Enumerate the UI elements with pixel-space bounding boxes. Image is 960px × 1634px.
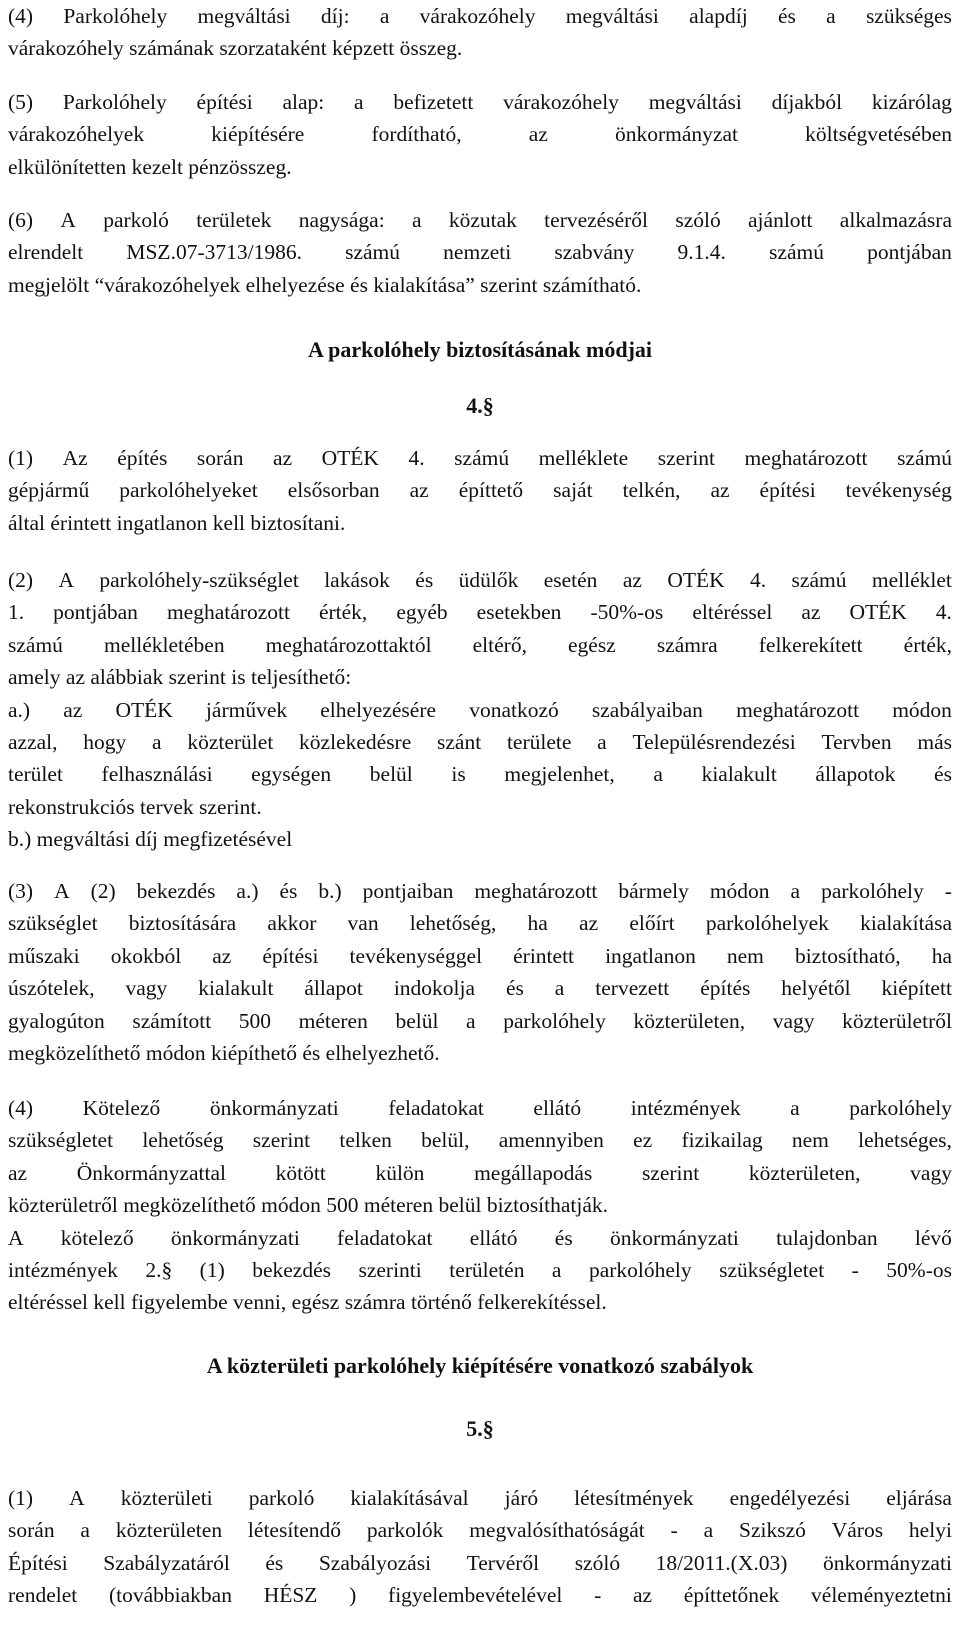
text-line: (1) Az építés során az OTÉK 4. számú melléklete szerint meghatározott számú: [8, 446, 952, 470]
text-line: az Önkormányzattal kötött külön megállapodás szerint közterületen, vagy: [8, 1160, 952, 1185]
text-line: (2) A parkolóhely-szükséglet lakások és üdülők esetén az OTÉK 4. számú melléklet: [8, 568, 952, 592]
section-number: 4.§: [466, 393, 494, 418]
section-number: 5.§: [466, 1416, 494, 1441]
text-line: (3) A (2) bekezdés a.) és b.) pontjaiban meghatározott bármely módon a parkolóhely -: [8, 879, 952, 903]
paragraph-s4-2: [8, 564, 952, 856]
paragraph-s4-4: [8, 1092, 952, 1319]
text-line: b.) megváltási díj megfizetésével: [8, 827, 293, 852]
text-line: során a közterületen létesítendő parkolók megvalósíthatóságát - a Szikszó Város helyi: [8, 1518, 952, 1543]
text-line: rekonstrukciós tervek szerint.: [8, 794, 262, 819]
text-line: a.) az OTÉK járművek elhelyezésére vonatkozó szabályaiban meghatározott módon: [8, 697, 952, 722]
text-line: közterületről megközelíthető módon 500 méteren belül biztosíthatják.: [8, 1193, 609, 1218]
text-line: gyalogúton számított 500 méteren belül a parkolóhely közterületen, vagy közterületről: [8, 1008, 952, 1033]
paragraph-s5-1: [8, 1482, 952, 1612]
text-line: számú mellékletében meghatározottaktól eltérő, egész számra felkerekített érték,: [8, 632, 952, 657]
text-line: intézmények 2.§ (1) bekezdés szerinti területén a parkolóhely szükségletet - 50%-os: [8, 1258, 952, 1283]
paragraph-parking-fund: [8, 86, 952, 183]
text-line: szükséglet biztosítására akkor van lehetőség, ha az előírt parkolóhelyek kialakítása: [8, 911, 952, 936]
text-line: elrendelt MSZ.07-3713/1986. számú nemzeti szabvány 9.1.4. számú pontjában: [8, 240, 952, 265]
text-line: megközelíthető módon kiépíthető és elhelyezhető.: [8, 1041, 440, 1066]
text-line: gépjármű parkolóhelyeket elsősorban az építtető saját telkén, az építési tevékenység: [8, 478, 952, 503]
text-line: (4) Kötelező önkormányzati feladatokat ellátó intézmények a parkolóhely: [8, 1096, 952, 1120]
text-line: (1) A közterületi parkoló kialakításával járó létesítmények engedélyezési eljárása: [8, 1486, 952, 1510]
text-line: terület felhasználási egységen belül is megjelenhet, a kialakult állapotok és: [8, 762, 952, 787]
text-line: (4) Parkolóhely megváltási díj: a várakozóhely megváltási alapdíj és a szükséges: [8, 4, 952, 28]
text-line: megjelölt “várakozóhelyek elhelyezése és kialakítása” szerint számítható.: [8, 272, 642, 297]
text-line: úszótelek, vagy kialakult állapot indokolja és a tervezett építés helyétől kiépített: [8, 976, 952, 1001]
paragraph-parking-area: [8, 204, 952, 301]
text-line: elkülönítetten kezelt pénzösszeg.: [8, 154, 292, 179]
section-heading: A közterületi parkolóhely kiépítésére vonatkozó szabályok: [206, 1353, 754, 1378]
text-line: várakozóhelyek kiépítésére fordítható, az önkormányzat költségvetésében: [8, 122, 952, 147]
paragraph-s4-1: [8, 442, 952, 539]
text-line: Építési Szabályzatáról és Szabályozási Tervéről szóló 18/2011.(X.03) önkormányzati: [8, 1550, 952, 1575]
text-line: (6) A parkoló területek nagysága: a közutak tervezéséről szóló ajánlott alkalmazásra: [8, 208, 952, 232]
text-line: által érintett ingatlanon kell biztosítani.: [8, 510, 346, 535]
text-line: amely az alábbiak szerint is teljesíthető:: [8, 665, 352, 690]
text-line: (5) Parkolóhely építési alap: a befizetett várakozóhely megváltási díjakból kizárólag: [8, 90, 952, 114]
text-line: szükségletet lehetőség szerint telken belül, amennyiben ez fizikailag nem lehetséges,: [8, 1128, 952, 1153]
text-line: 1. pontjában meghatározott érték, egyéb esetekben -50%-os eltéréssel az OTÉK 4.: [8, 600, 952, 625]
text-line: műszaki okokból az építési tevékenységgel érintett ingatlanon nem biztosítható, ha: [8, 943, 952, 968]
paragraph-parking-fee: [8, 0, 952, 65]
text-line: rendelet (továbbiakban HÉSZ ) figyelembevételével - az építtetőnek véleményeztetni: [8, 1583, 952, 1608]
text-line: eltéréssel kell figyelembe venni, egész számra történő felkerekítéssel.: [8, 1290, 607, 1315]
text-line: várakozóhely számának szorzataként képzett összeg.: [8, 36, 463, 61]
section-heading: A parkolóhely biztosításának módjai: [307, 337, 653, 362]
text-line: A kötelező önkormányzati feladatokat ellátó és önkormányzati tulajdonban lévő: [8, 1225, 952, 1250]
paragraph-s4-3: [8, 875, 952, 1069]
text-line: azzal, hogy a közterület közlekedésre szánt területe a Településrendezési Tervben más: [8, 730, 952, 755]
